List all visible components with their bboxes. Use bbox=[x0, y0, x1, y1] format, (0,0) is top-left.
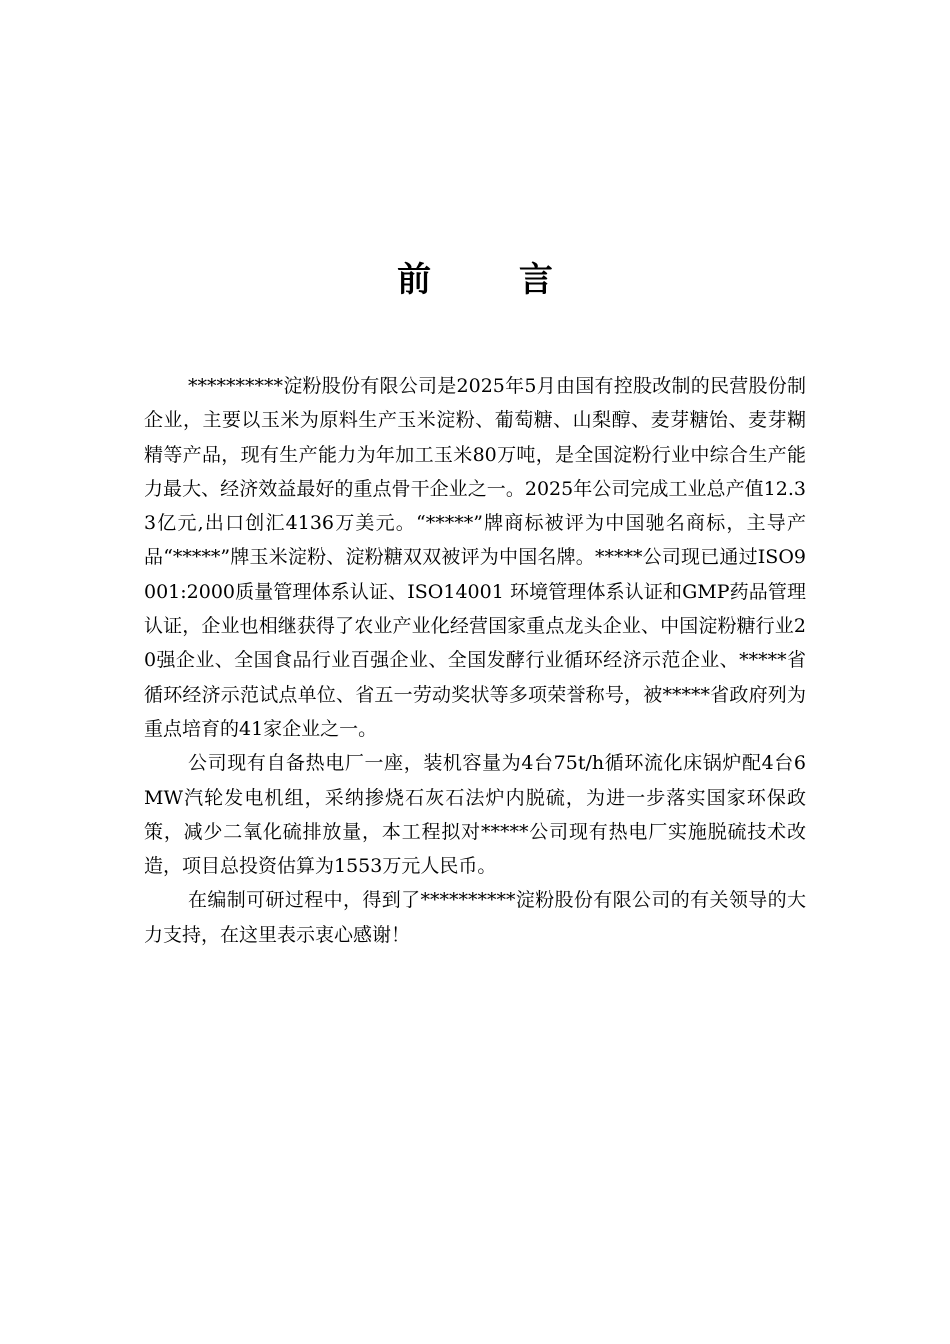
paragraph-power-plant: 公司现有自备热电厂一座，装机容量为4台75t/h循环流化床锅炉配4台6MW汽轮发电机组，采纳掺烧石灰石法炉内脱硫，为进一步落实国家环保政策，减少二氧化硫排放量，本工程拟对*****公司现有热电厂实施脱硫技术改造，项目总投资估算为1553万元人民币。 bbox=[144, 752, 806, 878]
paragraph-acknowledgement: 在编制可研过程中，得到了**********淀粉股份有限公司的有关领导的大力支持，在这里表示衷心感谢！ bbox=[144, 889, 806, 946]
page-title: 前 言 bbox=[397, 260, 591, 300]
body-text bbox=[144, 369, 806, 952]
paragraph-company-profile: **********淀粉股份有限公司是2025年5月由国有控股改制的民营股份制企业，主要以玉米为原料生产玉米淀粉、葡萄糖、山梨醇、麦芽糖饴、麦芽糊精等产品，现有生产能力为年加工玉米80万吨，是全国淀粉行业中综合生产能力最大、经济效益最好的重点骨干企业之一。2025年公司完成工业总产值12.33亿元,出口创汇4136万美元。“*****”牌商标被评为中国驰名商标，主导产品“*****”牌玉米淀粉、淀粉糖双双被评为中国名牌。*****公司现已通过ISO9001:2000质量管理体系认证、ISO14001 环境管理体系认证和GMP药品管理认证，企业也相继获得了农业产业化经营国家重点龙头企业、中国淀粉糖行业20强企业、全国食品行业百强企业、全国发酵行业循环经济示范企业、*****省循环经济示范试点单位、省五一劳动奖状等多项荣誉称号，被*****省政府列为重点培育的41家企业之一。 bbox=[144, 375, 806, 740]
